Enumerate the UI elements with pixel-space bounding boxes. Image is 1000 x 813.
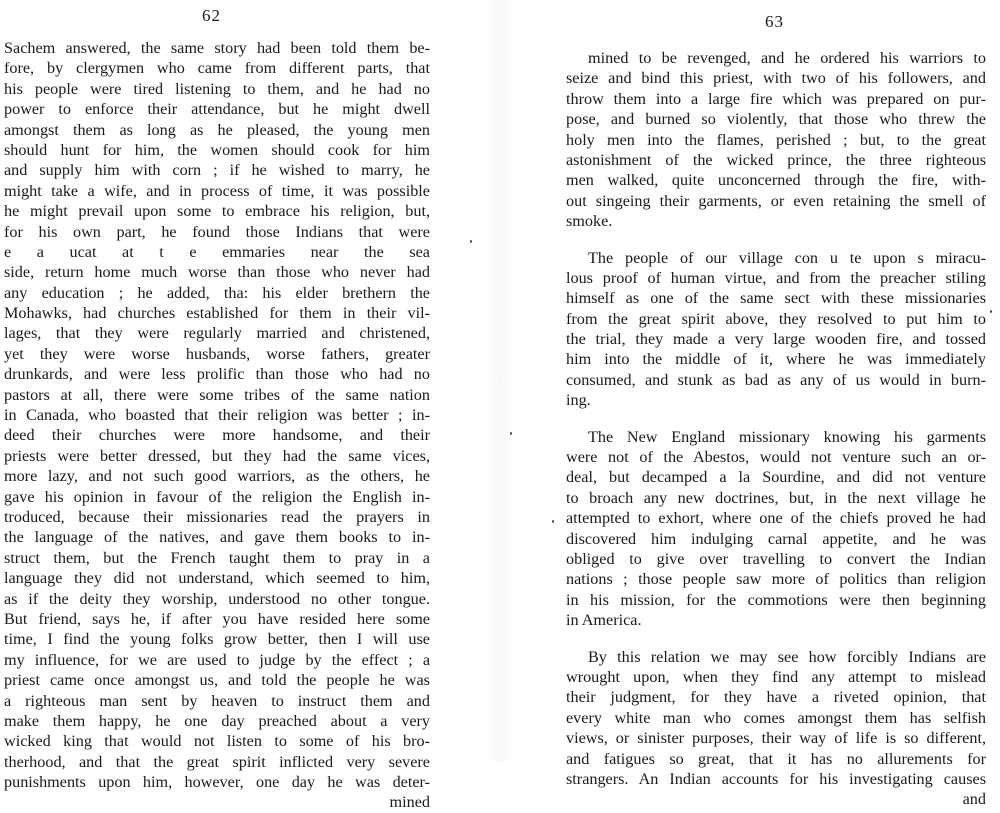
text-line: seize and bind this priest, with two of his followers, and xyxy=(566,69,986,88)
text-line: consumed, and stunk as bad as any of us would in burn- xyxy=(566,370,986,389)
paper-speck xyxy=(510,432,512,435)
text-line: punishments upon him, however, one day he was deter- xyxy=(4,773,430,792)
text-line: discovered him indulging carnal appetite, and he was xyxy=(566,529,986,548)
text-line: deal, but decamped a la Sourdine, and did not venture xyxy=(566,468,986,487)
text-line: priests were better dressed, but they had the same vices, xyxy=(4,446,430,465)
text-line: in his mission, for the commotions were then beginning xyxy=(566,590,986,609)
text-line: pastors at all, there were some tribes of the same nation xyxy=(4,385,430,404)
text-line: to broach any new doctrines, but, in the next village he xyxy=(566,488,986,507)
text-line: But friend, says he, if after you have resided here some xyxy=(4,609,430,628)
text-line: smoke. xyxy=(566,212,613,231)
text-line: himself as one of the same sect with these missionaries xyxy=(566,289,986,308)
text-line: wrought upon, when they find any attempt to mislead xyxy=(566,667,986,686)
text-line: strangers. An Indian accounts for his investigating causes xyxy=(566,769,986,788)
text-line: in America. xyxy=(566,611,642,630)
text-line: amongst them as long as he pleased, the young men xyxy=(4,120,430,139)
page-number: 63 xyxy=(765,12,784,31)
text-line: out singeing their garments, or even retaining the smell of xyxy=(566,191,986,210)
text-line: and fatigues so great, that it has no allurements for xyxy=(566,749,986,768)
text-line: their judgment, for they have a riveted opinion, that xyxy=(566,688,986,707)
text-line: time, I find the young folks grow better, then I will use xyxy=(4,630,430,649)
text-line: the language of the natives, and gave them books to in- xyxy=(4,528,430,547)
text-line: more lazy, and not such good warriors, as the others, he xyxy=(4,467,430,486)
text-line: fore, by clergymen who came from different parts, that xyxy=(4,59,430,78)
text-line: pose, and burned so violently, that those who threw the xyxy=(566,110,986,129)
text-line: e a ucat at t e emmaries near the sea xyxy=(4,242,430,261)
text-line: any education ; he added, tha: his elder brethern the xyxy=(4,283,430,302)
text-line: every white man who comes amongst them has selfish xyxy=(566,708,986,727)
text-line: wicked king that would not listen to some of his bro- xyxy=(4,732,430,751)
text-line: power to enforce their attendance, but he might dwell xyxy=(4,100,430,119)
text-line: Mohawks, had churches established for them in their vil- xyxy=(4,304,430,323)
right-page xyxy=(500,0,1000,809)
left-page-text xyxy=(4,38,430,813)
text-line: lous proof of human virtue, and from the preacher stiling xyxy=(566,268,986,287)
text-line: my influence, for we are used to judge by the effect ; a xyxy=(4,650,430,669)
text-line: obliged to give over travelling to convert the Indian xyxy=(566,549,986,568)
text-line: troduced, because their missionaries read the prayers in xyxy=(4,507,430,526)
text-line: in Canada, who boasted that their religion was better ; in- xyxy=(4,406,430,425)
text-line: lages, that they were regularly married and christened, xyxy=(4,324,430,343)
text-line: The New England missionary knowing his garments xyxy=(588,427,986,446)
text-line: astonishment of the wicked prince, the three righteous xyxy=(566,150,986,169)
paper-speck xyxy=(552,520,554,523)
text-line: priest came once amongst us, and told the people he was xyxy=(4,671,430,690)
text-line: yet they were worse husbands, worse fathers, greater xyxy=(4,344,430,363)
text-line: his people were tired listening to them, and he had no xyxy=(4,79,430,98)
text-line: the trial, they made a very large wooden fire, and tossed xyxy=(566,330,986,349)
text-line: a righteous man sent by heaven to instruct them and xyxy=(4,691,430,710)
text-line: ing. xyxy=(566,391,591,410)
text-line: By this relation we may see how forcibly Indians are xyxy=(588,647,986,666)
right-page-text xyxy=(566,48,986,810)
text-line: for his own part, he found those Indians that were xyxy=(4,222,430,241)
text-line: side, return home much worse than those who never had xyxy=(4,263,430,282)
text-line: men walked, quite unconcerned through the fire, with- xyxy=(566,171,986,190)
text-line: Sachem answered, the same story had been told them be- xyxy=(4,39,430,57)
text-line: throw them into a large fire which was prepared on pur- xyxy=(566,89,986,108)
paper-speck xyxy=(470,240,472,243)
text-line: and supply him with corn ; if he wished to marry, he xyxy=(4,161,430,180)
paper-speck xyxy=(990,310,992,313)
text-line: The people of our village con u te upon s miracu- xyxy=(588,248,986,267)
text-line: as if the deity they worship, understood no other tongue. xyxy=(4,589,430,608)
text-line: drunkards, and were less prolific than those who had no xyxy=(4,365,430,384)
text-line: language they did not understand, which seemed to him, xyxy=(4,569,430,588)
text-line: from the great spirit above, they resolved to put him to xyxy=(566,309,986,328)
text-line: were not of the Abestos, would not venture such an or- xyxy=(566,448,986,467)
text-line: therhood, and that the great spirit inflicted very severe xyxy=(4,752,430,771)
text-line: attempted to exhort, where one of the chiefs proved he had xyxy=(566,509,986,528)
text-line: views, or sinister purposes, their way of life is so different, xyxy=(566,729,986,748)
text-line: him into the middle of it, where he was immediately xyxy=(566,350,986,369)
text-line: nations ; those people saw more of politics than religion xyxy=(566,570,986,589)
text-line: gave his opinion in favour of the religion the English in- xyxy=(4,487,430,506)
page-number: 62 xyxy=(202,6,221,25)
text-line: deed their churches were more handsome, and their xyxy=(4,426,430,445)
left-page xyxy=(0,0,500,812)
text-line: make them happy, he one day preached about a very xyxy=(4,711,430,730)
text-line: he might prevail upon some to embrace his religion, but, xyxy=(4,202,430,221)
catchword: and xyxy=(962,790,986,809)
text-line: mined to be revenged, and he ordered his warriors to xyxy=(588,49,986,67)
text-line: mined xyxy=(389,793,430,812)
text-line: struct them, but the French taught them to pray in a xyxy=(4,548,430,567)
text-line: holy men into the flames, perished ; but, to the great xyxy=(566,130,986,149)
text-line: should hunt for him, the women should cook for him xyxy=(4,140,430,159)
text-line: might take a wife, and in process of time, it was possible xyxy=(4,181,430,200)
